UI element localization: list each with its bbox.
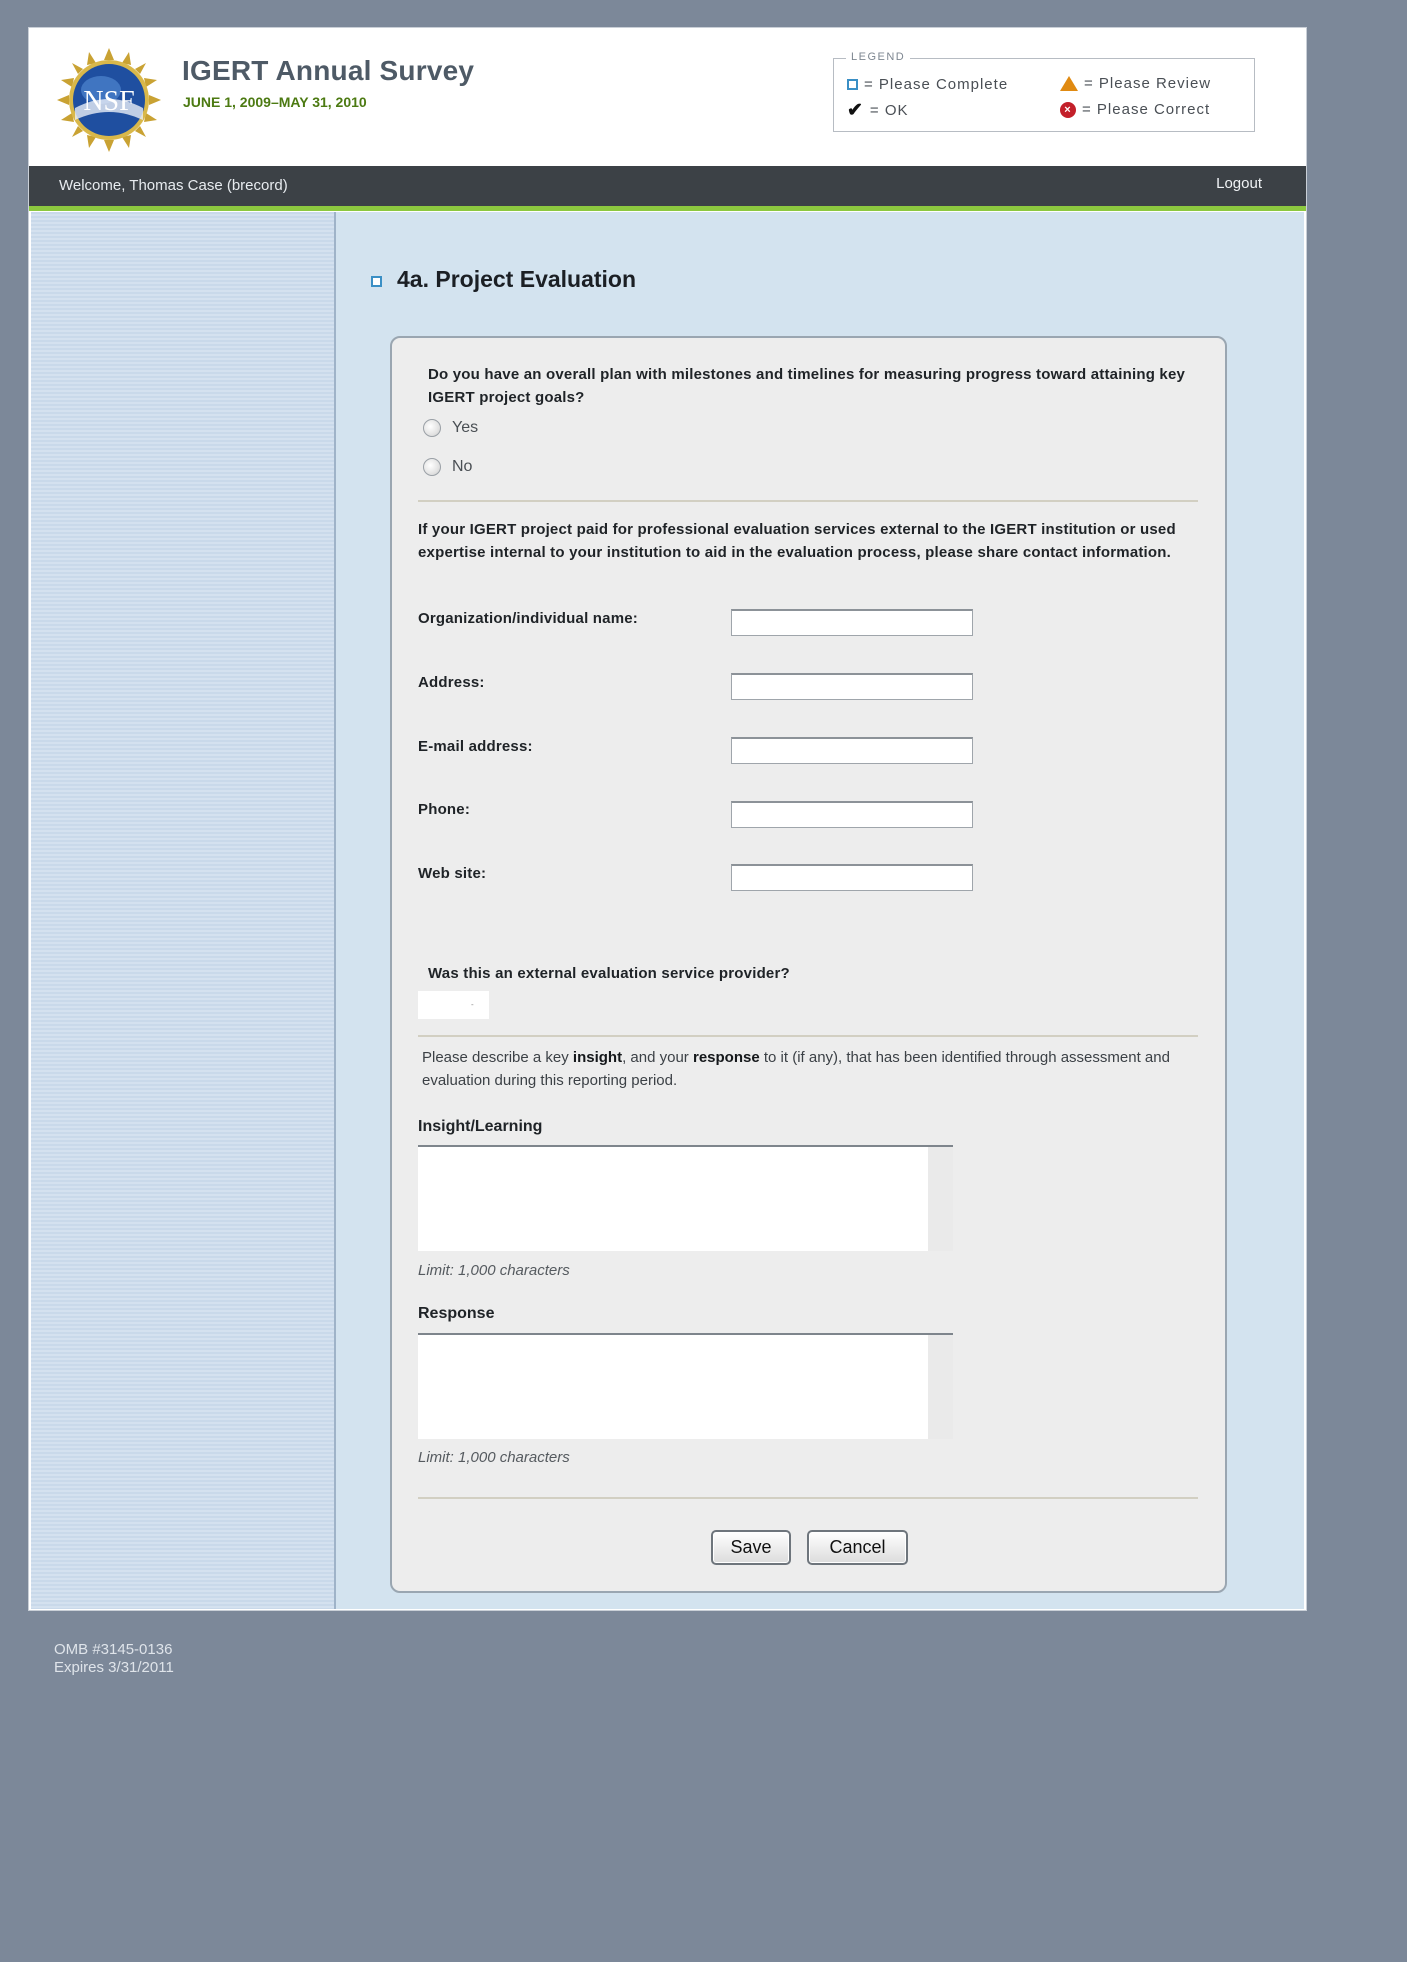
phone-label: Phone: (418, 801, 471, 818)
welcome-message: Welcome, Thomas Case (brecord) (59, 177, 288, 194)
survey-window (28, 27, 1307, 1611)
response-label: Response (418, 1305, 495, 1322)
select-arrow-icon: - (471, 1000, 474, 1009)
question-plan: Do you have an overall plan with milestones and timelines for measuring progress toward attaining key IGERT project goals? (428, 366, 1186, 406)
phone-input[interactable] (731, 801, 973, 828)
please-complete-icon (847, 79, 858, 90)
legend-complete (847, 76, 1008, 93)
website-input[interactable] (731, 864, 973, 891)
website-label: Web site: (418, 865, 487, 882)
legend-correct-label: = Please Correct (1082, 101, 1211, 118)
legend-ok (847, 101, 909, 120)
address-label: Address: (418, 674, 485, 691)
question-evaluation-contact: If your IGERT project paid for professional evaluation services external to the IGERT institution or used expertise internal to your institution to aid in the evaluation process, please share contact information. (418, 521, 1176, 561)
org-name-label: Organization/individual name: (418, 610, 638, 627)
top-nav-bar (29, 166, 1306, 211)
nsf-logo (57, 48, 161, 152)
cancel-button[interactable]: Cancel (807, 1530, 908, 1565)
form-panel (390, 336, 1227, 1593)
divider (418, 500, 1198, 502)
omb-number: OMB #3145-0136 (54, 1641, 173, 1658)
please-complete-icon (371, 276, 382, 287)
scrollbar[interactable] (928, 1147, 953, 1251)
header (29, 28, 1306, 166)
divider (418, 1497, 1198, 1499)
legend-correct (1060, 101, 1210, 118)
response-textarea[interactable] (418, 1333, 953, 1439)
desc-response-bold: response (692, 1049, 760, 1066)
legend-complete-label: = Please Complete (864, 76, 1009, 93)
email-label: E-mail address: (418, 738, 533, 755)
insight-instructions (422, 1046, 1182, 1092)
section-title: 4a. Project Evaluation (397, 266, 637, 292)
radio-button-no[interactable] (423, 458, 441, 476)
desc-text: , and your (622, 1049, 693, 1066)
legend-review (1060, 75, 1211, 92)
svg-text:NSF: NSF (83, 86, 135, 117)
reporting-period: JUNE 1, 2009–MAY 31, 2010 (183, 94, 367, 110)
radio-button-yes[interactable] (423, 419, 441, 437)
footer-omb (54, 1641, 174, 1677)
address-input[interactable] (731, 673, 973, 700)
radio-no-label: No (452, 458, 473, 475)
desc-text: to it (if any), that has been identified through assessment and evaluation during this reporting period. (422, 1049, 1170, 1089)
checkmark-icon: ✔ (847, 100, 864, 121)
org-name-input[interactable] (731, 609, 973, 636)
external-provider-select[interactable] (418, 991, 489, 1019)
omb-expiry: Expires 3/31/2011 (54, 1659, 174, 1676)
email-input[interactable] (731, 737, 973, 764)
main-content (336, 212, 1304, 1609)
insight-textarea[interactable] (418, 1145, 953, 1251)
response-limit: Limit: 1,000 characters (418, 1449, 570, 1466)
legend-title: LEGEND (846, 51, 910, 63)
question-external-provider: Was this an external evaluation service provider? (428, 965, 790, 982)
legend (833, 51, 1255, 132)
error-icon: × (1060, 102, 1076, 118)
radio-no[interactable] (423, 458, 472, 476)
scrollbar[interactable] (928, 1335, 953, 1439)
legend-review-label: = Please Review (1084, 75, 1212, 92)
divider (418, 1035, 1198, 1037)
logout-link[interactable]: Logout (1216, 175, 1262, 192)
legend-ok-label: = OK (869, 102, 909, 119)
desc-insight-bold: insight (572, 1049, 623, 1066)
warning-icon (1060, 76, 1078, 91)
insight-label: Insight/Learning (418, 1118, 543, 1135)
radio-yes[interactable] (423, 419, 478, 437)
radio-yes-label: Yes (452, 419, 479, 436)
desc-text: Please describe a key (422, 1049, 573, 1066)
insight-limit: Limit: 1,000 characters (418, 1262, 570, 1279)
sidebar (31, 212, 336, 1609)
app-title: IGERT Annual Survey (182, 55, 475, 86)
save-button[interactable]: Save (711, 1530, 791, 1565)
